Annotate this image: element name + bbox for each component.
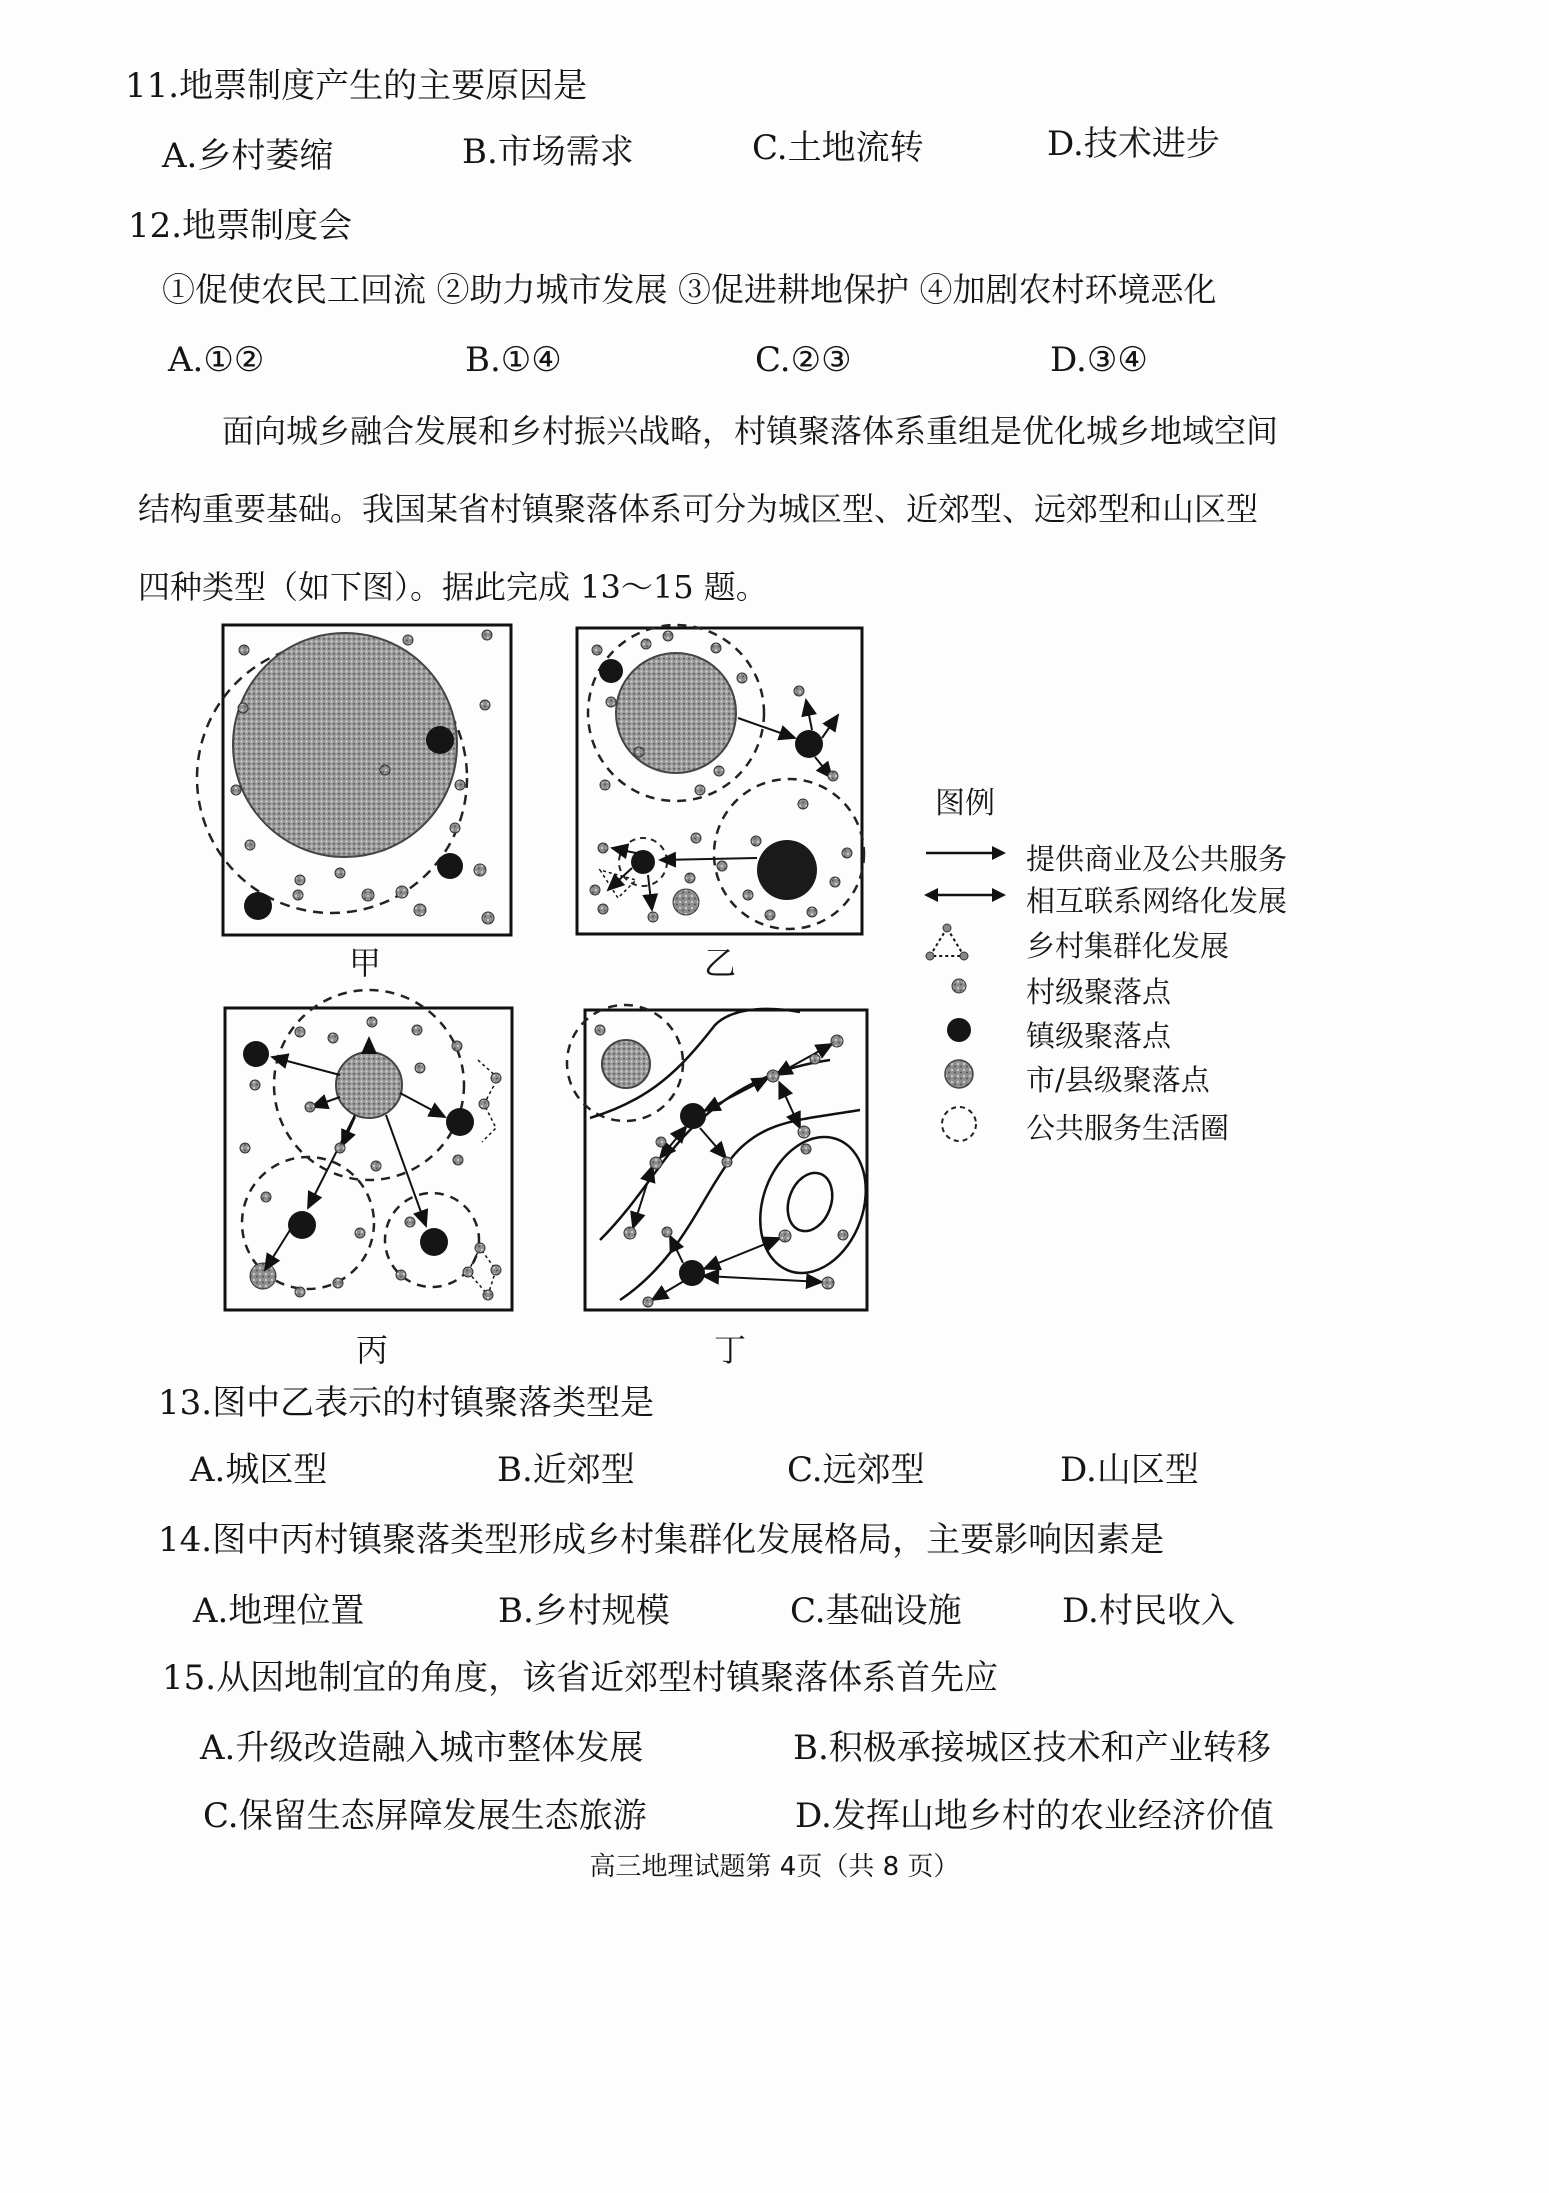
- passage-line-1: 面向城乡融合发展和乡村振兴战略，村镇聚落体系重组是优化城乡地域空间: [222, 412, 1279, 450]
- legend-item-circle: [920, 1104, 1340, 1144]
- q14-option-c: C.基础设施: [790, 1591, 962, 1631]
- q12-option-a: A.①②: [168, 340, 265, 380]
- panel-yi: [577, 625, 864, 934]
- q15-option-c: C.保留生态屏障发展生态旅游: [203, 1796, 647, 1836]
- q14-option-a: A.地理位置: [193, 1591, 365, 1631]
- panel-label-bing: 丙: [355, 1331, 388, 1369]
- panel-label-yi: 乙: [703, 944, 736, 982]
- q11-option-b: B.市场需求: [462, 132, 634, 172]
- legend-label-circle: 公共服务生活圈: [1026, 1111, 1230, 1145]
- legend-label-cluster: 乡村集群化发展: [1026, 929, 1230, 963]
- q13-option-d: D.山区型: [1060, 1450, 1199, 1490]
- town-dot-icon: [920, 1012, 1010, 1052]
- panel-ding: [567, 1005, 884, 1310]
- legend-item-service: [920, 835, 1340, 875]
- passage-line-3: 四种类型（如下图）。据此完成 13～15 题。: [138, 568, 768, 606]
- arrow-one-way-icon: [920, 835, 1010, 875]
- panel-jia: [197, 625, 511, 935]
- village-dot-icon: [920, 968, 1010, 1008]
- q12-option-c: C.②③: [755, 340, 852, 380]
- q13-option-a: A.城区型: [190, 1450, 328, 1490]
- q11-stem: 11.地票制度产生的主要原因是: [125, 66, 588, 106]
- q13-stem: 13.图中乙表示的村镇聚落类型是: [158, 1383, 655, 1423]
- q11-option-d: D.技术进步: [1047, 124, 1220, 164]
- triangle-cluster-icon: [920, 922, 1010, 964]
- q12-option-b: B.①④: [465, 340, 562, 380]
- q15-option-b: B.积极承接城区技术和产业转移: [793, 1728, 1271, 1768]
- q15-option-d: D.发挥山地乡村的农业经济价值: [795, 1796, 1274, 1836]
- city-county-dot-icon: [920, 1056, 1010, 1096]
- q12-stem: 12.地票制度会: [128, 206, 353, 246]
- legend-title: 图例: [935, 786, 995, 821]
- legend-label-town: 镇级聚落点: [1026, 1019, 1172, 1053]
- q13-option-b: B.近郊型: [497, 1450, 635, 1490]
- page-footer: 高三地理试题第 4页（共 8 页）: [589, 1852, 960, 1882]
- legend-item-network: [920, 877, 1340, 917]
- q13-option-c: C.远郊型: [787, 1450, 925, 1490]
- legend-label-service: 提供商业及公共服务: [1026, 842, 1288, 876]
- legend-label-city: 市/县级聚落点: [1026, 1063, 1210, 1097]
- legend-item-city: [920, 1056, 1340, 1096]
- legend-item-village: [920, 968, 1340, 1008]
- panel-label-jia: 甲: [348, 944, 381, 982]
- q11-option-c: C.土地流转: [752, 128, 924, 168]
- q12-option-d: D.③④: [1050, 340, 1148, 380]
- panel-label-ding: 丁: [713, 1331, 746, 1369]
- legend-item-cluster: [920, 922, 1340, 962]
- arrow-two-way-icon: [920, 877, 1010, 917]
- q15-stem: 15.从因地制宜的角度，该省近郊型村镇聚落体系首先应: [162, 1658, 999, 1698]
- panel-bing: [225, 990, 512, 1310]
- q11-option-a: A.乡村萎缩: [162, 136, 334, 176]
- dashed-circle-icon: [920, 1104, 1010, 1148]
- legend-label-village: 村级聚落点: [1026, 975, 1172, 1009]
- q12-statements: ①促使农民工回流 ②助力城市发展 ③促进耕地保护 ④加剧农村环境恶化: [162, 270, 1217, 309]
- q14-option-b: B.乡村规模: [498, 1591, 670, 1631]
- legend-label-network: 相互联系网络化发展: [1026, 884, 1288, 918]
- q14-option-d: D.村民收入: [1062, 1591, 1235, 1631]
- passage-line-2: 结构重要基础。我国某省村镇聚落体系可分为城区型、近郊型、远郊型和山区型: [138, 490, 1259, 528]
- legend-item-town: [920, 1012, 1340, 1052]
- q15-option-a: A.升级改造融入城市整体发展: [200, 1728, 644, 1768]
- q14-stem: 14.图中丙村镇聚落类型形成乡村集群化发展格局，主要影响因素是: [158, 1520, 1165, 1560]
